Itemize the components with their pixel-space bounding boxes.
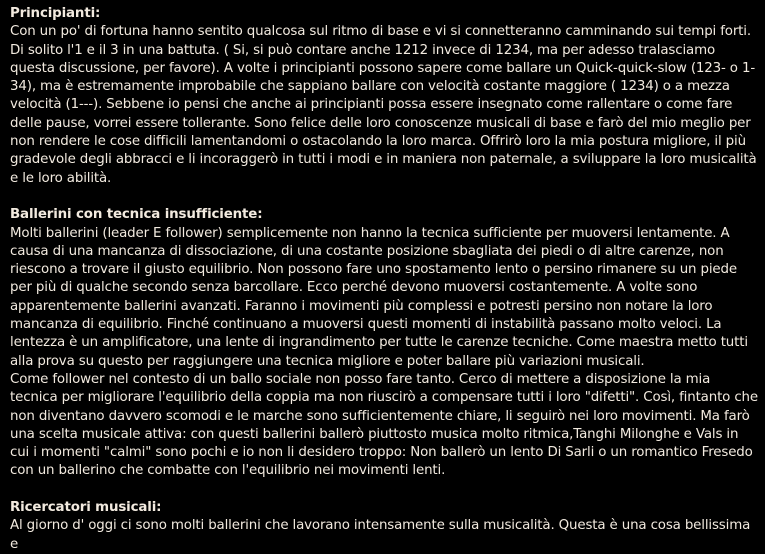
section-spacer <box>10 481 758 499</box>
section-title: Ricercatori musicali: <box>10 500 162 516</box>
paragraph: Con un po' di fortuna hanno sentito qualcosa sul ritmo di base e vi si connetteranno camminando sui tempi forti. Di solito l'1 e il 3 in una battuta. ( Si, si può contare anche 1212 invece di 1234, ma per adesso tralasciamo questa discussione, per favore). A volte i principianti possono sapere come ballare un Quick-quick-slow (123- o 1-34), ma è estremamente improbabile che sappiano ballare con velocità costante maggiore ( 1234) o a mezza velocità (1---). Sebbene io pensi che anche ai principianti possa essere insegnato come rallentare o come fare delle pause, vorrei essere tollerante. Sono felice delle loro conoscenze musicali di base e farò del mio meglio per non rendere le cose difficili lamentandomi o ostacolando la loro marca. Offrirò loro la mia postura migliore, il più gradevole degli abbracci e li incoraggerò in tutti i modi e in maniera non paternale, a sviluppare la loro musicalità e le loro abilità. <box>10 24 757 186</box>
paragraph: Come follower nel contesto di un ballo sociale non posso fare tanto. Cerco di mettere a disposizione la mia tecnica per migliorare l'equilibrio della coppia ma non riuscirò a compensare tutti i loro "difetti". Così, fintanto che non diventano davvero scomodi e le marche sono sufficientemente chiare, li seguirò nei loro movimenti. Ma farò una scelta musicale attiva: con questi ballerini ballerò piuttosto musica molto ritmica,Tanghi Milonghe e Vals in cui i momenti "calmi" sono pochi e io non li desidero troppo: Non ballerò un lento Di Sarli o un romantico Fresedo con un ballerino che combatte con l'equilibrio nei movimenti lenti. <box>10 371 758 479</box>
section-principianti <box>10 5 758 188</box>
section-ricercatori-musicali <box>10 499 758 554</box>
section-title: Principianti: <box>10 6 101 21</box>
section-title: Ballerini con tecnica insufficiente: <box>10 207 263 223</box>
paragraph: Molti ballerini (leader E follower) semplicemente non hanno la tecnica sufficiente per muoversi lentamente. A causa di una mancanza di dissociazione, di una costante posizione sbagliata dei piedi o di altre carenze, non riescono a trovare il giusto equilibrio. Non possono fare uno spostamento lento o persino rimanere su un piede per più di qualche secondo senza barcollare. Ecco perché devono muoversi costantemente. A volte sono apparentemente ballerini avanzati. Faranno i movimenti più complessi e potresti persino non notare la loro mancanza di equilibrio. Finché continuano a muoversi questi momenti di instabilità passano molto veloci. La lentezza è un amplificatore, una lente di ingrandimento per tutte le carenze tecniche. Come maestra metto tutti alla prova su questo per raggiungere una tecnica migliore e poter ballare più variazioni musicali. <box>10 225 748 369</box>
section-ballerini-tecnica <box>10 206 758 480</box>
paragraph: Al giorno d' oggi ci sono molti ballerini che lavorano intensamente sulla musicalità. Questa è una cosa bellissima e <box>10 518 751 552</box>
section-spacer <box>10 188 758 206</box>
article-body <box>10 5 758 554</box>
